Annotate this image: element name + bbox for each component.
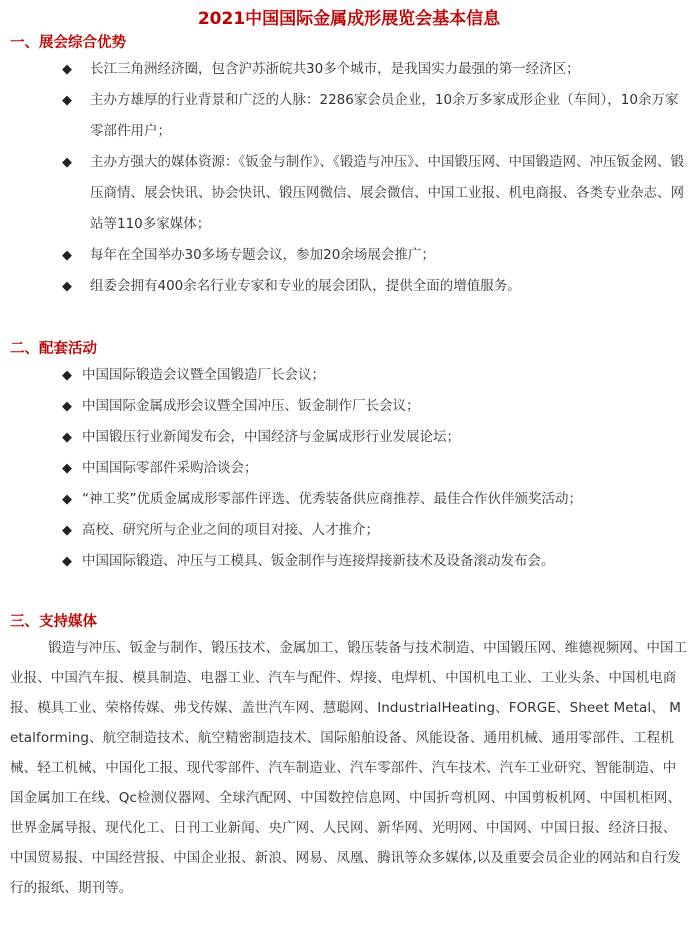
list-item-text: 中国国际锻造会议暨全国锻造厂长会议； <box>82 367 325 383</box>
list-item-text: 中国锻压行业新闻发布会，中国经济与金属成形行业发展论坛； <box>82 429 460 445</box>
list-item-text: 每年在全国举办30多场专题会议，参加20余场展会推广； <box>90 247 435 263</box>
list-item-text: 主办方强大的媒体资源：《钣金与制作》、《锻造与冲压》、中国锻压网、中国锻造网、冲压钣金网、锻压商情、展会快讯、协会快讯、锻压网微信、展会微信、中国工业报、机电商报、各类专业杂志、网站等110多家媒体； <box>90 154 684 232</box>
page-title: 2021中国国际金属成形展览会基本信息 <box>197 9 501 29</box>
list-item-text: “神工奖”优质金属成形零部件评选、优秀装备供应商推荐、最佳合作伙伴颁奖活动； <box>82 491 582 507</box>
list-item <box>10 546 688 577</box>
diamond-bullet-icon: ◆ <box>62 399 72 414</box>
list-item <box>10 240 688 271</box>
list-item-text: 高校、研究所与企业之间的项目对接、人才推介； <box>82 522 379 538</box>
list-item <box>10 484 688 515</box>
list-item-text: 中国国际锻造、冲压与工模具、钣金制作与连接焊接新技术及设备滚动发布会。 <box>82 553 555 569</box>
spacer <box>10 577 688 611</box>
advantages-list <box>10 54 688 302</box>
list-item <box>10 422 688 453</box>
diamond-bullet-icon: ◆ <box>62 554 72 569</box>
list-item <box>10 453 688 484</box>
diamond-bullet-icon: ◆ <box>62 461 72 476</box>
diamond-bullet-icon: ◆ <box>62 93 72 108</box>
list-item-text: 主办方雄厚的行业背景和广泛的人脉：2286家会员企业，10余万多家成形企业（车间），10余万家零部件用户； <box>90 92 679 139</box>
list-item <box>10 391 688 422</box>
list-item <box>10 360 688 391</box>
section-heading-activities: 二、配套活动 <box>10 341 97 357</box>
diamond-bullet-icon: ◆ <box>62 62 72 77</box>
list-item <box>10 271 688 302</box>
section-heading-advantages: 一、展会综合优势 <box>10 35 126 51</box>
list-item <box>10 147 688 240</box>
list-item-text: 组委会拥有400余名行业专家和专业的展会团队，提供全面的增值服务。 <box>90 278 521 294</box>
list-item <box>10 54 688 85</box>
diamond-bullet-icon: ◆ <box>62 155 72 170</box>
diamond-bullet-icon: ◆ <box>62 368 72 383</box>
list-item <box>10 85 688 147</box>
activities-list <box>10 360 688 577</box>
list-item-text: 长江三角洲经济圈，包含沪苏浙皖共30多个城市，是我国实力最强的第一经济区； <box>90 61 580 77</box>
diamond-bullet-icon: ◆ <box>62 492 72 507</box>
list-item-text: 中国国际零部件采购洽谈会； <box>82 460 258 476</box>
section-heading-media: 三、支持媒体 <box>10 614 97 630</box>
list-item <box>10 515 688 546</box>
diamond-bullet-icon: ◆ <box>62 523 72 538</box>
diamond-bullet-icon: ◆ <box>62 248 72 263</box>
diamond-bullet-icon: ◆ <box>62 279 72 294</box>
media-list-paragraph: 锻造与冲压、钣金与制作、锻压技术、金属加工、锻压装备与技术制造、中国锻压网、维德视频网、中国工业报、中国汽车报、模具制造、电器工业、汽车与配件、焊接、电焊机、中国机电工业、工业头条、中国机电商报、模具工业、荣格传媒、弗戈传媒、盖世汽车网、慧聪网、IndustrialHeating、FORGE、Sheet Metal、 Metalforming、航空制造技术、航空精密制造技术、国际船舶设备、风能设备、通用机械、通用零部件、工程机械、轻工机械、中国化工报、现代零部件、汽车制造业、汽车零部件、汽车技术、汽车工业研究、智能制造、中国金属加工在线、Qc检测仪器网、全球汽配网、中国数控信息网、中国折弯机网、中国剪板机网、中国机柜网、世界金属导报、现代化工、日刊工业新闻、央广网、人民网、新华网、光明网、中国网、中国日报、经济日报、中国贸易报、中国经营报、中国企业报、新浪、网易、凤凰、腾讯等众多媒体,以及重要会员企业的网站和自行发行的报纸、期刊等。 <box>10 640 688 896</box>
diamond-bullet-icon: ◆ <box>62 430 72 445</box>
spacer <box>10 302 688 338</box>
list-item-text: 中国国际金属成形会议暨全国冲压、钣金制作厂长会议； <box>82 398 420 414</box>
